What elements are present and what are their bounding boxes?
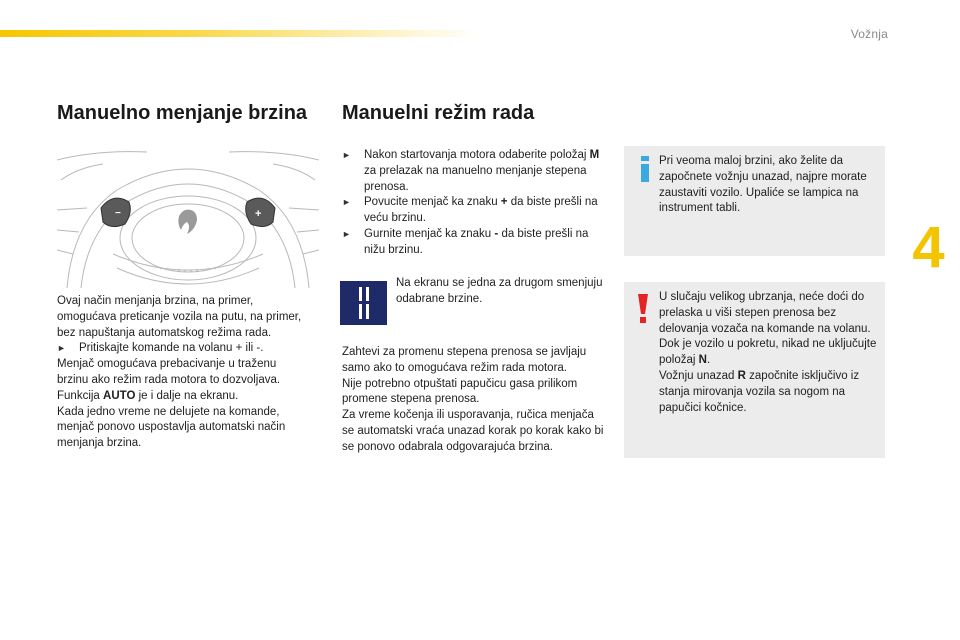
list-item-bold: +: [500, 196, 508, 209]
left-title: Manuelno menjanje brzina: [57, 102, 308, 124]
list-item-text: [364, 195, 604, 227]
funkcija-prefix: Funkcija: [57, 389, 104, 402]
warning-text-1: U slučaju velikog ubrzanja, neće doći do prelaska u viši stepen prenosa bez delovanja vozača na komande na volanu.: [659, 291, 871, 335]
bullet-arrow-icon: ►: [342, 197, 351, 208]
list-item-pre: Povucite menjač ka znaku: [364, 196, 501, 209]
list-item-post: da biste prešli na veću brzinu.: [364, 196, 598, 225]
list-item-pre: Gurnite menjač ka znaku: [364, 227, 495, 240]
left-intro: Ovaj način menjanja brzina, na primer, omogućava preticanje vozila na putu, na primer, bez napuštanja automatskog režima rada.: [57, 295, 302, 339]
bullet-arrow-icon: ►: [342, 228, 351, 239]
right-title: Manuelni režim rada: [342, 102, 535, 124]
right-paragraph-1: Zahtevi za promenu stepena prenosa se javljaju samo ako to omogućava režim rada motora.: [342, 346, 587, 374]
warning-box-text: [659, 290, 877, 416]
list-item-pre: Nakon startovanja motora odaberite položaj: [364, 149, 590, 161]
list-item: [342, 148, 604, 195]
list-item-text: [364, 227, 604, 259]
right-paragraph: [342, 345, 604, 456]
warning-text-2-pre: Dok je vozilo u pokretu, nikad ne uključujte položaj: [659, 338, 877, 367]
info-box: [624, 146, 885, 256]
warning-text-3-post: započnite isključivo iz stanja mirovanja vozila sa nogom na papučici kočnice.: [659, 369, 860, 414]
info-icon: [638, 156, 652, 182]
right-paragraph-3: Za vreme kočenja ili usporavanja, ručica menjača se automatski vraća unazad korak po korak kako bi se ponovo odabrala odgovarajuća brzina.: [342, 409, 604, 453]
bullet-arrow-icon: ►: [57, 343, 66, 354]
warning-text-2: [659, 337, 877, 369]
bullet-arrow-icon: ►: [342, 150, 351, 160]
left-funkcija: [57, 389, 307, 405]
list-item-bold: M: [589, 149, 600, 161]
right-paragraph-2: Nije potrebno otpuštati papučicu gasa prilikom promene stepena prenosa.: [342, 377, 578, 406]
warning-text-2-bold: N: [698, 354, 707, 367]
info-box-text: Pri veoma maloj brzini, ako želite da započnete vožnju unazad, najpre morate zaustaviti vozilo. Upaliće se lampica na instrument tabli.: [659, 155, 867, 215]
list-item-post: za prelazak na manuelno menjanje stepena prenosa.: [364, 164, 587, 193]
display-note: Na ekranu se jedna za drugom smenjuju odabrane brzine.: [396, 277, 603, 305]
funkcija-bold: AUTO: [103, 389, 136, 402]
warning-text-2-post: .: [706, 354, 711, 367]
gear-display-icon: [340, 281, 387, 325]
warning-text-3-bold: R: [737, 369, 746, 382]
svg-text:−: −: [115, 208, 121, 219]
warning-text-3: [659, 369, 877, 416]
left-after-bullet-2: Kada jedno vreme ne delujete na komande, menjač ponovo uspostavlja automatski način menjanja brzina.: [57, 405, 286, 450]
svg-text:+: +: [255, 208, 262, 220]
warning-text-3-pre: Vožnju unazad: [659, 369, 738, 382]
left-after-bullet-1: Menjač omogućava prebacivanje u traženu brzinu ako režim rada motora to dozvoljava.: [57, 358, 281, 386]
header-accent-bar: [0, 30, 480, 37]
warning-box: [624, 282, 885, 458]
left-bullet-text: Pritiskajte komande na volanu + ili -.: [79, 342, 264, 355]
chapter-number: 4: [912, 215, 945, 280]
warning-icon: [636, 294, 650, 324]
list-item-bold: -: [494, 227, 499, 240]
left-body: [57, 294, 307, 452]
section-label: Vožnja: [850, 27, 888, 41]
list-item-text: [364, 148, 604, 195]
list-item: [342, 227, 604, 259]
right-bullet-list: [342, 148, 604, 259]
funkcija-suffix: je i dalje na ekranu.: [135, 389, 239, 402]
list-item-post: da biste prešli na nižu brzinu.: [364, 227, 589, 256]
list-item: [342, 195, 604, 227]
steering-wheel-paddles-icon: [57, 150, 319, 288]
left-bullet: [57, 341, 307, 357]
